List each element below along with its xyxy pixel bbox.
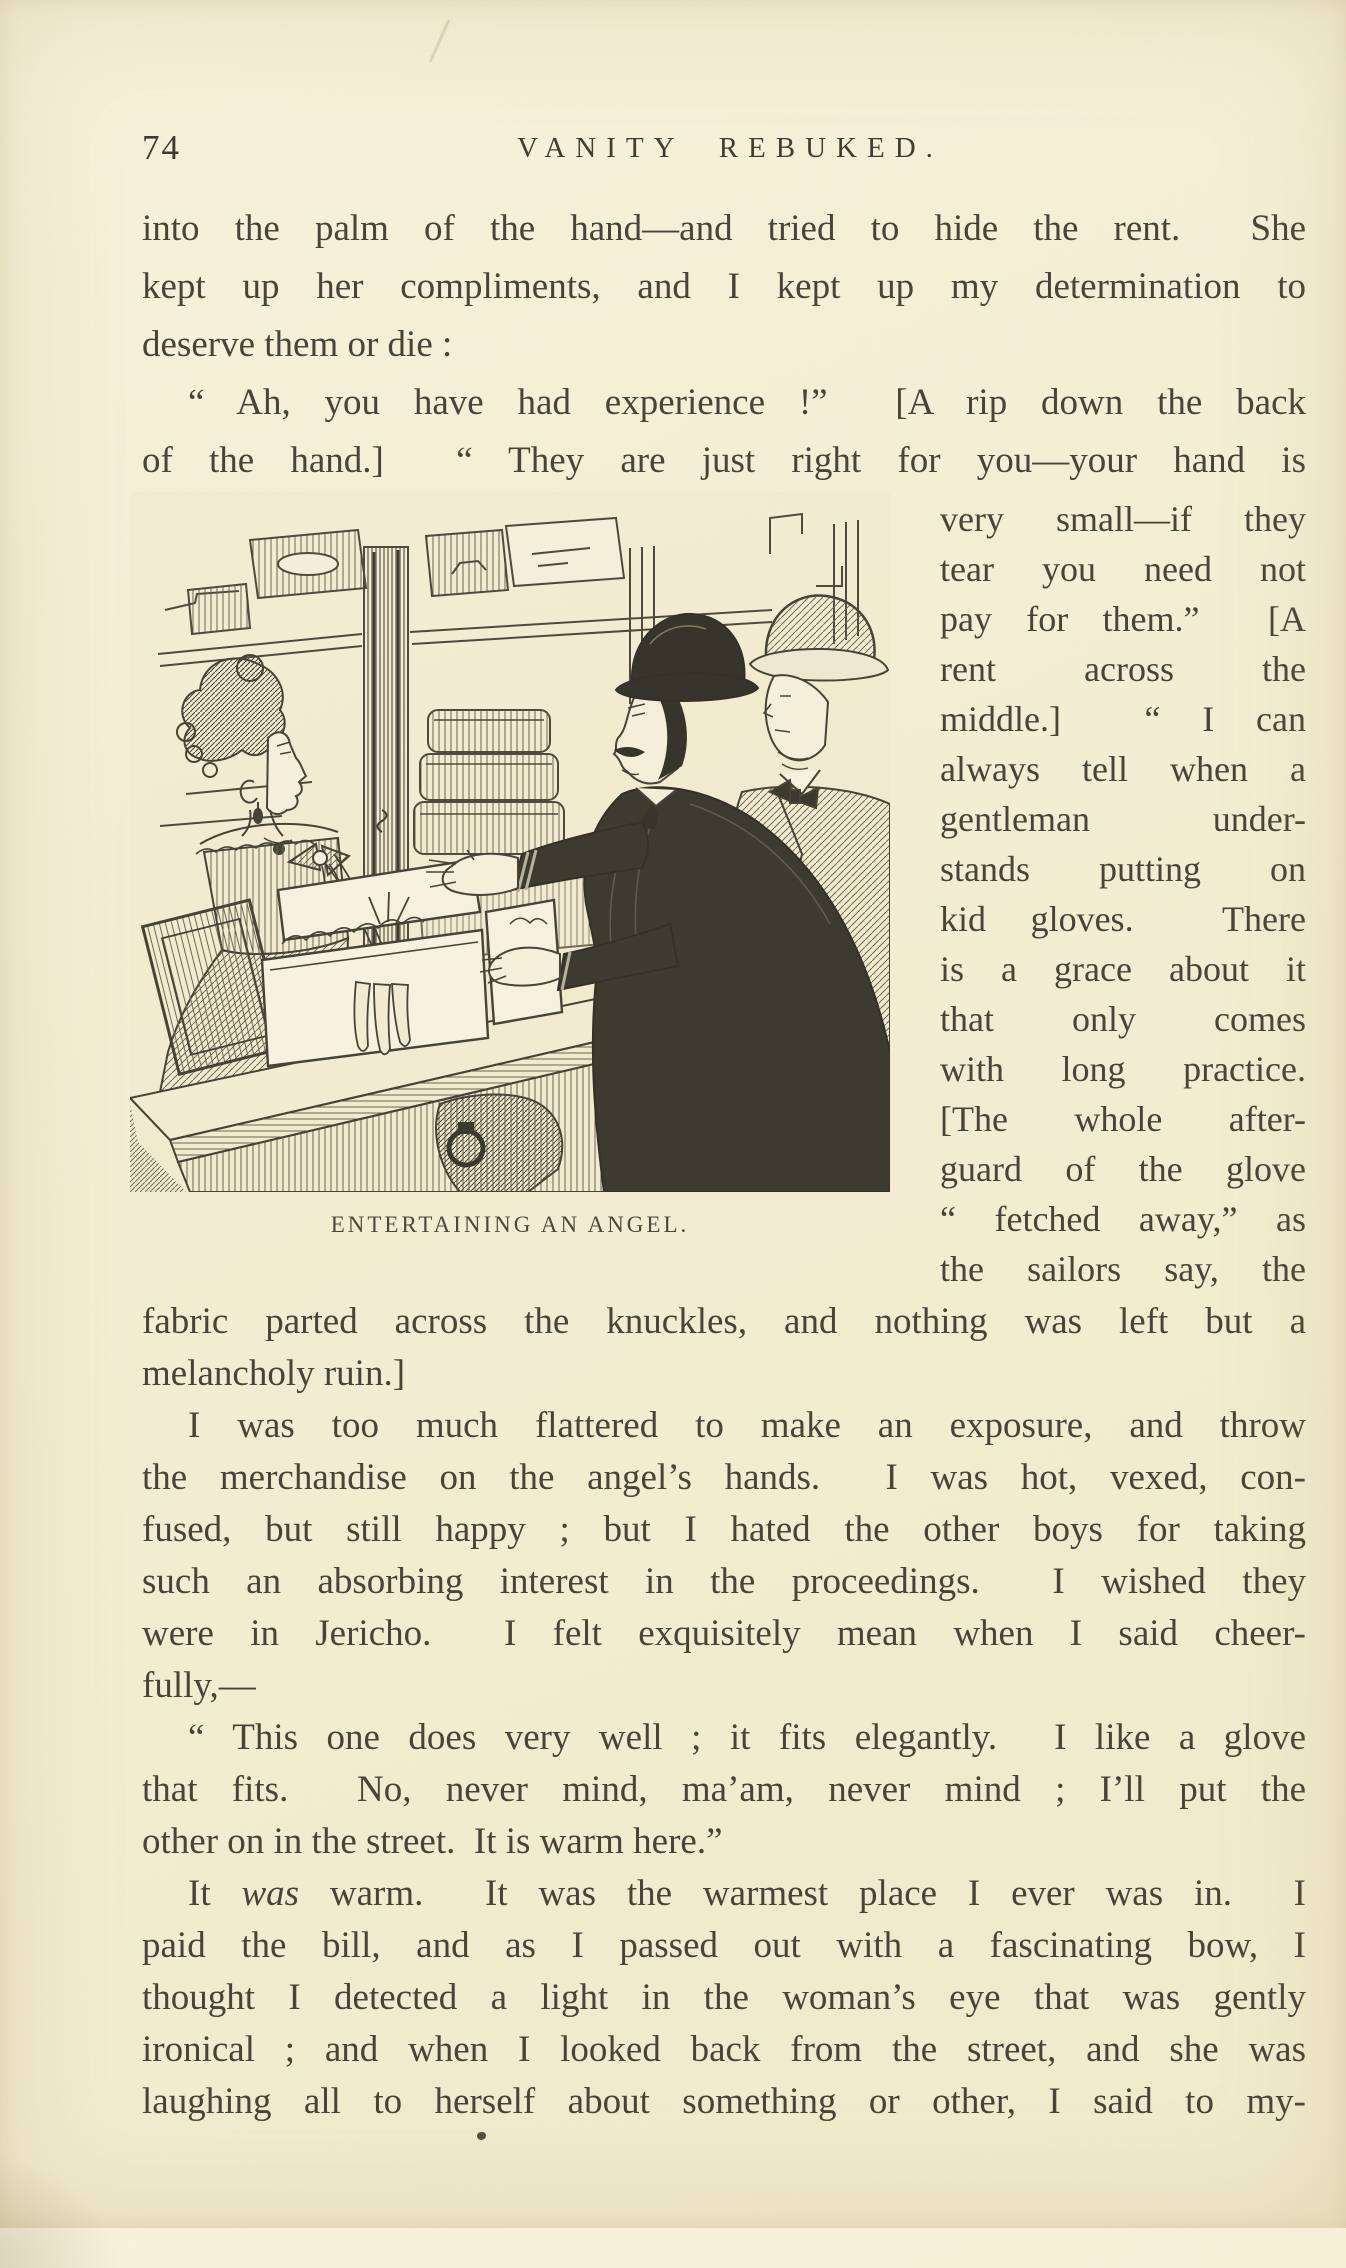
draped-gloves — [354, 982, 410, 1054]
text-line: rent across the — [940, 649, 1306, 689]
text-line: middle.] “ I can — [940, 699, 1306, 739]
running-title: VANITY REBUKED. — [517, 132, 943, 164]
text-line: that only comes — [940, 999, 1306, 1039]
text-line: stands putting on — [940, 849, 1306, 889]
text-line: kid gloves. There — [940, 899, 1306, 939]
text-line: such an absorbing interest in the proceedings. I wished they — [142, 1561, 1306, 1602]
text-line: other on in the street. It is warm here.” — [142, 1821, 723, 1862]
paragraph-block-top — [142, 200, 1306, 490]
page-number: 74 — [142, 128, 181, 167]
text-line: deserve them or die : — [142, 324, 453, 365]
text-line: of the hand.] “ They are just right for you—your hand is — [142, 440, 1306, 481]
text-line: fully,— — [142, 1665, 256, 1706]
text-line: I was too much flattered to make an exposure, and throw — [188, 1405, 1306, 1446]
illustration-engraving — [130, 492, 890, 1192]
text-line: with long practice. — [940, 1049, 1306, 1089]
text-line: tear you need not — [940, 549, 1306, 589]
running-head — [0, 122, 1346, 182]
text-line: guard of the glove — [940, 1149, 1306, 1189]
text-line: thought I detected a light in the woman’s eye that was gently — [142, 1977, 1306, 2018]
paper-crease — [429, 19, 450, 62]
text-line: gentleman under- — [940, 799, 1306, 839]
text-line: into the palm of the hand—and tried to hide the rent. She — [142, 208, 1306, 249]
paragraph-block-wrapped — [940, 494, 1306, 1294]
text-line: is a grace about it — [940, 949, 1306, 989]
text-line: [The whole after- — [940, 1099, 1306, 1139]
text-line: It was warm. It was the warmest place I ever was in. I — [188, 1873, 1306, 1914]
text-line: very small—if they — [940, 499, 1306, 539]
text-line: laughing all to herself about something or other, I said to my- — [142, 2081, 1306, 2122]
text-line: were in Jericho. I felt exquisitely mean when I said cheer- — [142, 1613, 1306, 1654]
text-line: the merchandise on the angel’s hands. I was hot, vexed, con- — [142, 1457, 1306, 1498]
text-line: fabric parted across the knuckles, and nothing was left but a — [142, 1301, 1306, 1342]
text-line: “ fetched away,” as — [940, 1199, 1306, 1239]
ink-spot — [477, 2132, 486, 2140]
page-corner-shadow — [0, 2148, 120, 2268]
counter-bracket — [436, 1095, 562, 1192]
paragraph-block-bottom — [142, 1296, 1306, 2128]
text-line: pay for them.” [A — [940, 599, 1306, 639]
text-line: the sailors say, the — [940, 1249, 1306, 1289]
text-line: fused, but still happy ; but I hated the other boys for taking — [142, 1509, 1306, 1550]
text-line: paid the bill, and as I passed out with a fascinating bow, I — [142, 1925, 1306, 1966]
text-line: “ This one does very well ; it fits elegantly. I like a glove — [188, 1717, 1306, 1758]
text-line: that fits. No, never mind, ma’am, never mind ; I’ll put the — [142, 1769, 1306, 1810]
text-line: ironical ; and when I looked back from the street, and she was — [142, 2029, 1306, 2070]
illustration-caption: ENTERTAINING AN ANGEL. — [330, 1212, 690, 1237]
text-line: kept up her compliments, and I kept up my determination to — [142, 266, 1306, 307]
text-line: always tell when a — [940, 749, 1306, 789]
text-line: “ Ah, you have had experience !” [A rip down the back — [188, 382, 1306, 423]
text-line: melancholy ruin.] — [142, 1353, 406, 1394]
